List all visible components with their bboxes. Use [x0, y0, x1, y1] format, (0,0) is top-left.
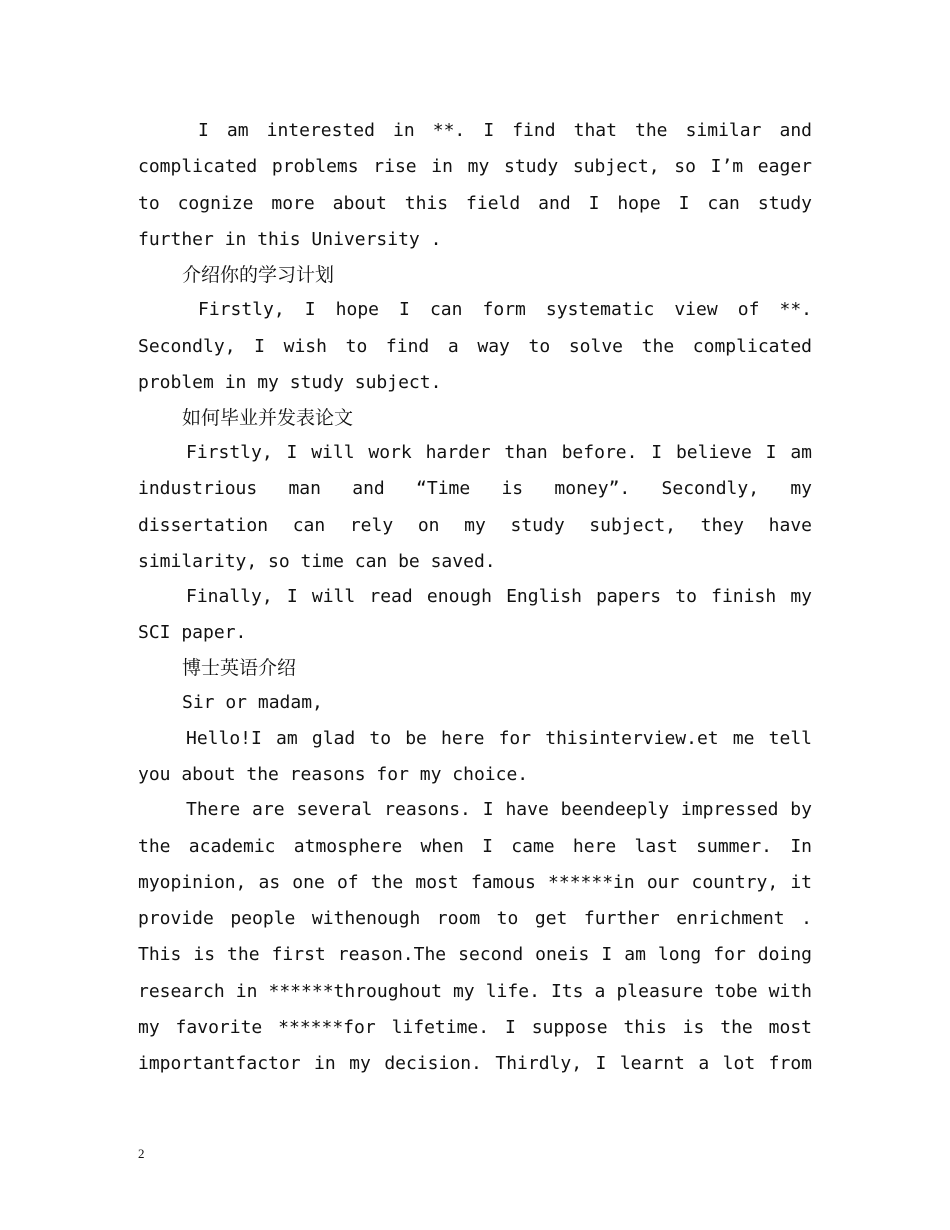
paragraph-line: I am interested in **. I find that the similar and	[198, 120, 812, 141]
paragraph-line: myopinion, as one of the most famous ******in our country, it	[138, 872, 812, 893]
paragraph-line: Hello!I am glad to be here for thisinterview.et me tell	[186, 728, 812, 749]
paragraph-line: further in this University .	[138, 229, 442, 250]
paragraph-line: importantfactor in my decision. Thirdly, I learnt a lot from	[138, 1053, 812, 1074]
paragraph-line: the academic atmosphere when I came here last summer. In	[138, 836, 812, 857]
paragraph-line: Secondly, I wish to find a way to solve the complicated	[138, 336, 812, 357]
paragraph-line: Firstly, I hope I can form systematic view of **.	[198, 299, 812, 320]
paragraph-line: my favorite ******for lifetime. I suppose this is the most	[138, 1017, 812, 1038]
paragraph-line: complicated problems rise in my study subject, so I’m eager	[138, 156, 812, 177]
paragraph-line: to cognize more about this field and I hope I can study	[138, 193, 812, 214]
paragraph-line: provide people withenough room to get further enrichment .	[138, 908, 812, 929]
paragraph-line: This is the first reason.The second oneis I am long for doing	[138, 944, 812, 965]
paragraph-line: Finally, I will read enough English papers to finish my	[186, 586, 812, 607]
paragraph-line: industrious man and “Time is money”. Secondly, my	[138, 478, 812, 499]
section-heading: 博士英语介绍	[182, 657, 297, 679]
paragraph-line: Sir or madam,	[182, 692, 323, 713]
paragraph-line: similarity, so time can be saved.	[138, 551, 496, 572]
section-heading: 介绍你的学习计划	[182, 264, 335, 286]
paragraph-line: research in ******throughout my life. Its a pleasure tobe with	[138, 981, 812, 1002]
paragraph-line: problem in my study subject.	[138, 372, 442, 393]
section-heading: 如何毕业并发表论文	[182, 407, 354, 429]
paragraph-line: There are several reasons. I have beendeeply impressed by	[186, 799, 812, 820]
paragraph-line: dissertation can rely on my study subject, they have	[138, 515, 812, 536]
paragraph-line: you about the reasons for my choice.	[138, 764, 529, 785]
paragraph-line: SCI paper.	[138, 622, 247, 643]
page-number: 2	[138, 1146, 145, 1161]
paragraph-line: Firstly, I will work harder than before. I believe I am	[186, 442, 812, 463]
